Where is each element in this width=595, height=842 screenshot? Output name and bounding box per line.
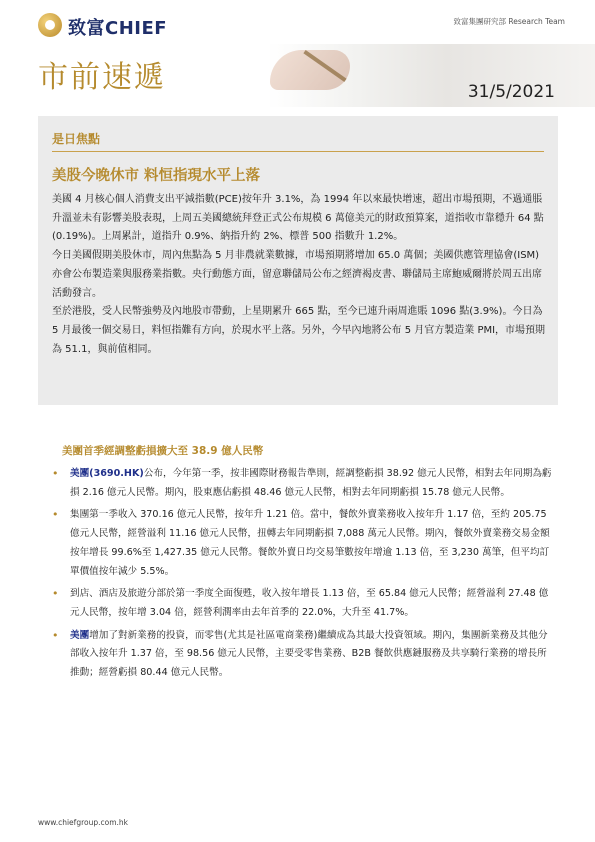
stock-link[interactable]: 美團(3690.HK) [70, 468, 144, 479]
focus-headline: 美股今晚休市 料恒指現水平上落 [52, 168, 261, 184]
bullet-icon: • [52, 587, 59, 601]
bullet-text: 到店、酒店及旅遊分部於第一季度全面復甦，收入按年增長 1.13 倍，至 65.84 億元人民幣；經營溢利 27.48 億元人民幣，按年增 3.04 倍，經營利潤率由去年首季的 22.0%，大升至 41.7%。 [70, 588, 549, 618]
bullet-text: 公布，今年第一季，按非國際財務報告準則，經調整虧損 38.92 億元人民幣，相對去年同期為虧損 2.16 億元人民幣。期內，股東應佔虧損 48.46 億元人民幣，相對去年同期虧損 15.78 億元人民幣。 [70, 468, 552, 498]
list-item [50, 627, 556, 683]
company-name-highlight: 美團 [70, 629, 90, 641]
list-item [50, 465, 556, 502]
logo-mark-icon [38, 13, 62, 37]
focus-paragraph: 今日美國假期美股休市，周內焦點為 5 月非農就業數據，市場預期將增加 65.0 萬個；美國供應管理協會(ISM) 亦會公布製造業與服務業指數。央行動態方面，留意聯儲局公布之經濟褐皮書、聯儲局主席鮑威爾將於周五出席活動發言。 [52, 250, 542, 299]
article-title: 美團首季經調整虧損擴大至 38.9 億人民幣 [62, 445, 264, 457]
focus-body [52, 191, 546, 359]
research-team-label: 致富集團研究部 Research Team [453, 17, 565, 26]
focus-divider [52, 151, 544, 152]
page-title: 市前速遞 [38, 60, 166, 95]
company-logo [38, 13, 168, 39]
logo-text: 致富CHIEF [68, 18, 168, 39]
focus-paragraph: 至於港股，受人民幣強勢及內地股市帶動，上星期累升 665 點，至今已連升兩周進賬 1096 點(3.9%)。今日為 5 月最後一個交易日，料恒指難有方向，於現水平上落。另外，今早內地將公布 5 月官方製造業 PMI，市場預期為 51.1，與前值相同。 [52, 306, 546, 355]
bullet-icon: • [52, 628, 59, 642]
article-bullet-list [50, 465, 556, 687]
bullet-icon: • [52, 508, 59, 522]
footer-url[interactable]: www.chiefgroup.com.hk [38, 818, 128, 827]
bullet-text: 集團第一季收入 370.16 億元人民幣，按年升 1.21 倍。當中，餐飲外賣業務收入按年升 1.17 倍，至約 205.75 億元人民幣，經營溢利 11.16 億元人民幣，扭轉去年同期虧損 7,088 萬元人民幣。期內，餐飲外賣業務交易金額按年增長 99.6%至 1,427.35 億元人民幣。餐飲外賣日均交易筆數按年增逾 1.13 倍，至 3,230 萬筆，但平均訂單價值按年減少 5.5%。 [70, 509, 550, 577]
bullet-text: 增加了對新業務的投資，而零售(尤其是社區電商業務)繼續成為其最大投資領域。期內，集團新業務及其他分部收入按年升 1.37 倍，至 98.56 億元人民幣，主要受零售業務、B2B 餐飲供應鏈服務及共享騎行業務的增長所推動；經營虧損 80.44 億元人民幣。 [70, 629, 548, 679]
focus-label: 是日焦點 [52, 132, 101, 146]
bullet-icon: • [52, 467, 59, 480]
focus-paragraph: 美國 4 月核心個人消費支出平減指數(PCE)按年升 3.1%，為 1994 年以來最快增速，超出市場預期，不過通脹升溫並未有影響美股表現，上周五美國總統拜登正式公布規模 6 萬億美元的財政預算案，道指收市靠穩升 64 點(0.19%)。上周累計，道指升 0.9%、納指升約 2%、標普 500 指數升 1.2%。 [52, 194, 544, 243]
focus-panel [38, 116, 558, 405]
list-item [50, 585, 556, 622]
list-item [50, 506, 556, 581]
report-date: 31/5/2021 [467, 82, 555, 102]
